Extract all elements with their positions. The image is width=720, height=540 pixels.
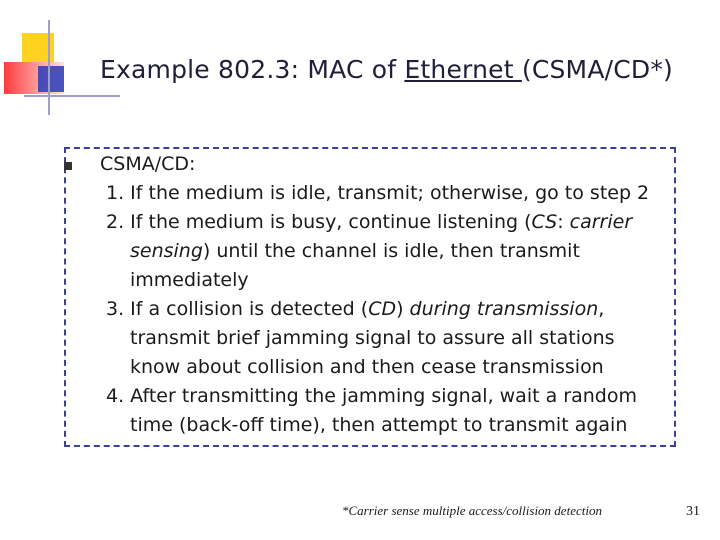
step-3-line-2: transmit brief jamming signal to assure all stations (130, 327, 615, 349)
step2-text-c: ) until the channel is idle, then transmit (202, 240, 580, 262)
footnote: *Carrier sense multiple access/collision detection (342, 503, 602, 518)
heading-line: CSMA/CD: (100, 153, 196, 175)
page-number: 31 (686, 504, 700, 519)
title-suffix: (CSMA/CD*) (521, 55, 674, 84)
title-ethernet-link[interactable]: Ethernet (404, 55, 522, 84)
slide-title (100, 55, 673, 84)
step3-cd: CD (368, 298, 397, 320)
step2-cs: CS (531, 211, 558, 233)
step2-text-b: : (557, 211, 570, 233)
step2-carrier: carrier (569, 211, 633, 233)
step-3-line-3: know about collision and then cease transmission (130, 356, 604, 378)
step-2-line-3: immediately (130, 269, 249, 291)
step3-during: during transmission (409, 298, 599, 320)
step-4-line-2: time (back-off time), then attempt to transmit again (130, 414, 628, 436)
step-2-line-2 (100, 237, 649, 266)
step2-text-a: 2. If the medium is busy, continue listening ( (106, 211, 532, 233)
step2-sensing: sensing (130, 240, 203, 262)
step-2-line-1 (100, 208, 649, 237)
step-4-line-1: 4. After transmitting the jamming signal, wait a random (106, 385, 637, 407)
decor-vertical-line (48, 20, 50, 115)
decor-horizontal-line (24, 95, 120, 97)
step-1: 1. If the medium is idle, transmit; otherwise, go to step 2 (106, 182, 650, 204)
step3-text-c: , (598, 298, 605, 320)
bullet-square-icon (64, 162, 72, 170)
step-3-line-1 (100, 295, 649, 324)
step3-text-b: ) (396, 298, 410, 320)
title-prefix: Example 802.3: MAC of (100, 55, 405, 84)
body-text (100, 150, 649, 440)
decor-blue-square (38, 66, 64, 92)
step3-text-a: 3. If a collision is detected ( (106, 298, 369, 320)
